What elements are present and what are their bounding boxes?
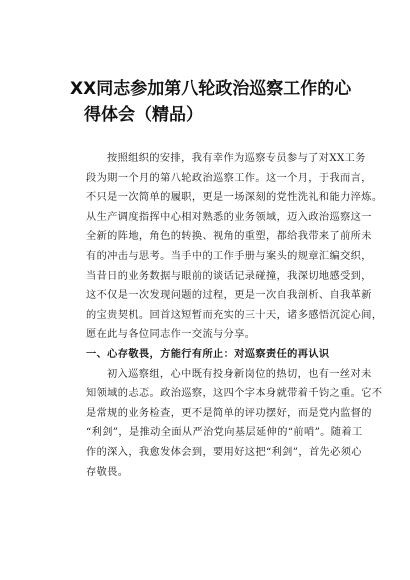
paragraph-line: 初入巡察组，心中既有投身新岗位的热切，也有一丝对未 xyxy=(107,368,372,380)
paragraph-line: 段为期一个月的第八轮政治巡察工作。这一个月，于我而言， xyxy=(86,172,372,184)
title-line: 得体会（精品） xyxy=(84,105,203,125)
document-title xyxy=(70,76,370,128)
paragraph-line: 从生产调度指挥中心相对熟悉的业务领域，迈入政治巡察这一 xyxy=(86,211,372,223)
paragraph-line: 是常规的业务检查，更不是简单的评功摆好，而是党内监督的 xyxy=(86,407,372,419)
paragraph-line: “利剑”，是推动全面从严治党向基层延伸的“前哨”。随着工 xyxy=(86,427,363,439)
paragraph-line: 作的深入，我愈发体会到，要用好这把“利剑”，首先必须心 xyxy=(86,446,362,458)
paragraph-line: 不只是一次简单的履职，更是一场深刻的党性洗礼和能力淬炼。 xyxy=(86,192,383,204)
paragraph-line: 当昔日的业务数据与眼前的谈话记录碰撞，我深切地感受到， xyxy=(86,270,372,282)
document-body xyxy=(86,149,383,482)
paragraph-line: 愿在此与各位同志作一交流与分享。 xyxy=(86,329,256,341)
paragraph-line: 知领域的忐忑。政治巡察，这四个字本身就带着千钧之重。它不 xyxy=(86,388,383,400)
section-heading: 一、心存敬畏，方能行有所止：对巡察责任的再认识 xyxy=(86,348,330,360)
paragraph-line: 存敬畏。 xyxy=(86,466,129,478)
paragraph-line: 全新的阵地，角色的转换、视角的重塑，都给我带来了前所未 xyxy=(86,231,372,243)
paragraph-line: 的宝贵契机。回首这短暂而充实的三十天，诸多感悟沉淀心间， xyxy=(86,309,383,321)
paragraph-line: 按照组织的安排，我有幸作为巡察专员参与了对XX工务 xyxy=(107,153,366,164)
title-line: XX同志参加第八轮政治巡察工作的心 xyxy=(70,79,352,99)
paragraph-line: 有的冲击与思考。当手中的工作手册与案头的规章汇编交织， xyxy=(86,250,372,262)
paragraph-line: 这不仅是一次发现问题的过程，更是一次自我剖析、自我革新 xyxy=(86,290,372,302)
